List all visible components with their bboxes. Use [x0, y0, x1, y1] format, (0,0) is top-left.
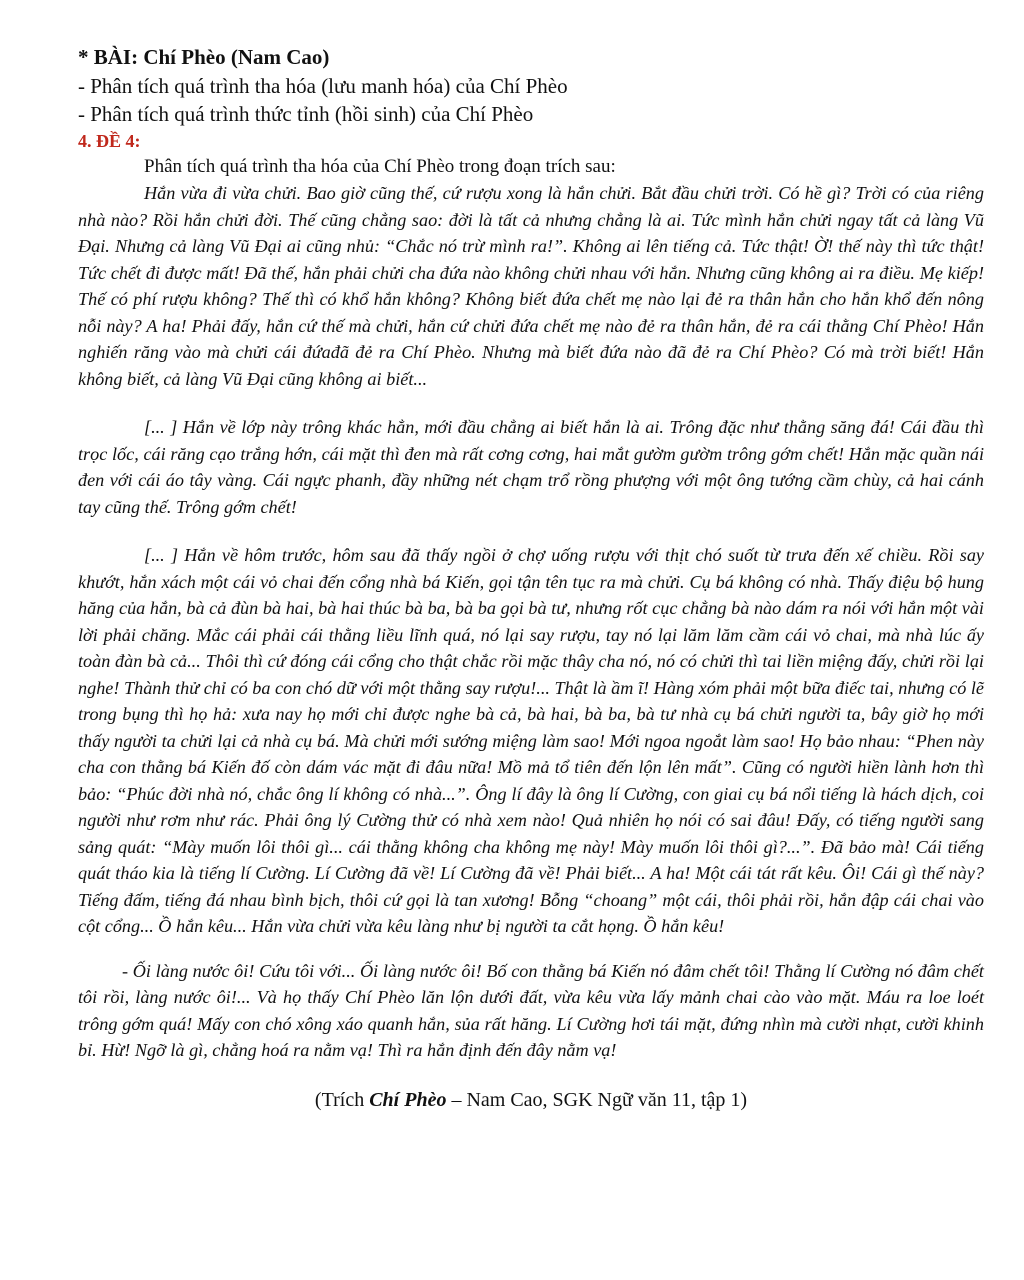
document-page: [78, 42, 984, 1114]
source-work-title: Chí Phèo: [369, 1088, 447, 1111]
source-citation: [78, 1086, 984, 1114]
excerpt-paragraph-3: [... ] Hắn về hôm trước, hôm sau đã thấy ngồi ở chợ uống rượu với thịt chó suốt từ trưa đến xế chiều. Rồi say khướt, hắn xách một cái vỏ chai đến cổng nhà bá Kiến, gọi tận tên tục ra mà chửi. Cụ bá không có nhà. Thấy điệu bộ hung hăng của hắn, bà cả đùn bà hai, bà hai thúc bà ba, bà ba gọi bà tư, nhưng rốt cục chẳng bà nào dám ra nói với hắn một vài lời phải chăng. Mắc cái phải cái thằng liều lĩnh quá, nó lại say rượu, tay nó lại lăm lăm cầm cái vỏ chai, mà nhà lúc ấy toàn đàn bà cả... Thôi thì cứ đóng cái cổng cho thật chắc rồi mặc thây cha nó, nó có chửi thì tai liền miệng đấy, chửi rồi lại nghe! Thành thử chỉ có ba con chó dữ với một thằng say rượu!... Thật là ầm ĩ! Hàng xóm phải một bữa điếc tai, nhưng có lẽ trong bụng thì họ hả: xưa nay họ mới chỉ được nghe bà cả, bà hai, bà ba, bà tư nhà cụ bá chửi người ta, bây giờ họ mới thấy người ta chửi lại cả nhà cụ bá. Mà chửi mới sướng miệng làm sao! Mới ngoa ngoắt làm sao! Họ bảo nhau: “Phen này cha con thằng bá Kiến đố còn dám vác mặt đi đâu nữa! Mồ mả tổ tiên đến lộn lên mất”. Cũng có người hiền lành hơn thì bảo: “Phúc đời nhà nó, chắc ông lí không có nhà...”. Ông lí đây là ông lí Cường, con giai cụ bá nổi tiếng là hách dịch, coi người như rơm như rác. Phải ông lý Cường thử có nhà xem nào! Quả nhiên họ nói có sai đâu! Đấy, có tiếng người sang sảng quát: “Mày muốn lôi thôi gì... cái thằng không cha không mẹ này! Mày muốn lôi thôi gì?...”. Đã bảo mà! Cái tiếng quát tháo kia là tiếng lí Cường. Lí Cường đã về! Lí Cường đã về! Phải biết... A ha! Một cái tát rất kêu. Ôi! Cái gì thế này? Tiếng đấm, tiếng đá nhau bình bịch, thôi cứ gọi là tan xương! Bỗng “choang” một cái, thôi phải rồi, hắn đập cái chai vào cột cổng... Ồ hắn kêu... Hắn vừa chửi vừa kêu làng như bị người ta cắt họng. Ồ hắn kêu!: [78, 545, 984, 936]
excerpt-paragraph-4: - Ối làng nước ôi! Cứu tôi với... Ối làng nước ôi! Bố con thằng bá Kiến nó đâm chết tôi! Thằng lí Cường nó đâm chết tôi rồi, làng nước ôi!... Và họ thấy Chí Phèo lăn lộn dưới đất, vừa kêu vừa lấy mảnh chai cào vào mặt. Máu ra loe loét trông gớm quá! Mấy con chó xông xáo quanh hắn, sủa rất hăng. Lí Cường hơi tái mặt, đứng nhìn mà cười nhạt, cười khinh bỉ. Hừ! Ngỡ là gì, chẳng hoá ra nằm vạ! Thì ra hắn định đến đây nằm vạ!: [78, 960, 984, 1060]
task-awakening: - Phân tích quá trình thức tỉnh (hồi sinh) của Chí Phèo: [78, 102, 534, 126]
source-suffix: – Nam Cao, SGK Ngữ văn 11, tập 1): [446, 1088, 748, 1111]
source-prefix: (Trích: [314, 1088, 370, 1111]
task-degeneration: - Phân tích quá trình tha hóa (lưu manh hóa) của Chí Phèo: [78, 74, 568, 98]
excerpt-paragraph-1: Hắn vừa đi vừa chửi. Bao giờ cũng thế, cứ rượu xong là hắn chửi. Bắt đầu chửi trời. Có hề gì? Trời có của riêng nhà nào? Rồi hắn chửi đời. Thế cũng chẳng sao: đời là tất cả nhưng chẳng là ai. Tức mình hắn chửi ngay tất cả làng Vũ Đại. Nhưng cả làng Vũ Đại ai cũng nhủ: “Chắc nó trừ mình ra!”. Không ai lên tiếng cả. Tức thật! Ờ! thế này thì tức thật! Tức chết đi được mất! Đã thế, hắn phải chửi cha đứa nào không chửi nhau với hắn. Nhưng cũng không ai ra điều. Mẹ kiếp! Thế có phí rượu không? Thế thì có khổ hắn không? Không biết đứa chết mẹ nào lại đẻ ra thân hắn cho hắn khổ đến nông nỗi này? A ha! Phải đấy, hắn cứ thế mà chửi, hắn cứ chửi đứa chết mẹ nào đẻ ra thân hắn, đẻ ra cái thằng Chí Phèo! Hắn nghiến răng vào mà chửi cái đứađã đẻ ra Chí Phèo. Nhưng mà biết đứa nào đã đẻ ra Chí Phèo? Có mà trời biết! Hắn không biết, cả làng Vũ Đại cũng không ai biết...: [78, 183, 984, 389]
lesson-title: * BÀI: Chí Phèo (Nam Cao): [78, 45, 330, 69]
excerpt-paragraph-2: [... ] Hắn về lớp này trông khác hẳn, mới đầu chẳng ai biết hắn là ai. Trông đặc như thằng săng đá! Cái đầu thì trọc lốc, cái răng cạo trắng hớn, cái mặt thì đen mà rất cơng cơng, hai mắt gườm gườm trông gớm chết! Hắn mặc quần nái đen với cái áo tây vàng. Cái ngực phanh, đầy những nét chạm trổ rồng phượng với một ông tướng cầm chùy, cả hai cánh tay cũng thế. Trông gớm chết!: [78, 417, 984, 517]
section-heading: 4. ĐỀ 4:: [78, 131, 141, 151]
exercise-prompt: Phân tích quá trình tha hóa của Chí Phèo trong đoạn trích sau:: [144, 156, 616, 177]
